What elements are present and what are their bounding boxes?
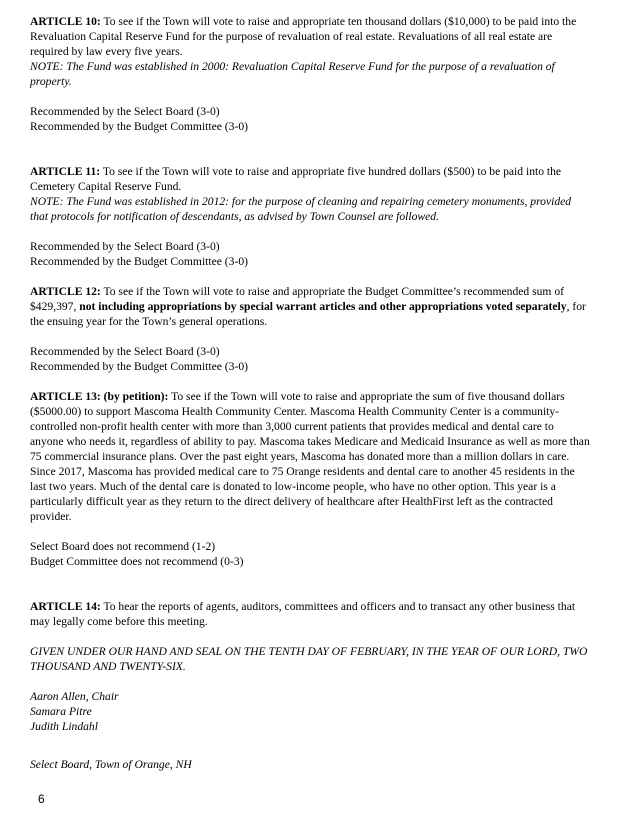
article-14-text	[30, 599, 590, 629]
article-12-bold: not including appropriations by special warrant articles and other appropriations voted separately	[79, 300, 567, 313]
article-10	[30, 14, 590, 134]
article-12-body-1: To see if the Town will vote to raise and appropriate the Budget Committee’s recommended sum of $429,397,	[30, 285, 564, 313]
article-14-label: ARTICLE 14:	[30, 600, 101, 613]
article-11-label: ARTICLE 11:	[30, 165, 101, 178]
article-11-body: To see if the Town will vote to raise and appropriate five hundred dollars ($500) to be paid into the Cemetery Capital Reserve Fund.	[30, 165, 562, 193]
signer-3: Judith Lindahl	[30, 720, 98, 733]
article-14	[30, 599, 590, 629]
article-13-text	[30, 389, 590, 524]
article-14-body: To hear the reports of agents, auditors, committees and officers and to transact any other business that may legally come before this meeting.	[30, 600, 576, 628]
signer-chair: Aaron Allen, Chair	[30, 690, 119, 703]
article-11-note: NOTE: The Fund was established in 2012: for the purpose of cleaning and repairing cemetery monuments, provided that protocols for notification of descendants, as advised by Town Counsel are followed.	[30, 195, 572, 223]
article-11-rec-budget-committee: Recommended by the Budget Committee (3-0)	[30, 255, 248, 268]
article-12-body-2: , for the ensuing year for the Town’s general operations.	[30, 300, 586, 328]
article-11-text	[30, 164, 590, 194]
article-12	[30, 284, 590, 374]
article-12-rec-select-board: Recommended by the Select Board (3-0)	[30, 345, 220, 358]
closing-statement: GIVEN UNDER OUR HAND AND SEAL ON THE TENTH DAY OF FEBRUARY, IN THE YEAR OF OUR LORD, TWO THOUSAND AND TWENTY-SIX.	[30, 645, 588, 673]
article-10-text	[30, 14, 590, 59]
article-11	[30, 164, 590, 269]
document-page	[30, 14, 590, 772]
article-12-label: ARTICLE 12:	[30, 285, 101, 298]
article-13-rec-select-board: Select Board does not recommend (1-2)	[30, 540, 216, 553]
article-12-rec-budget-committee: Recommended by the Budget Committee (3-0)	[30, 360, 248, 373]
article-13	[30, 389, 590, 569]
article-10-rec-select-board: Recommended by the Select Board (3-0)	[30, 105, 220, 118]
article-13-label: ARTICLE 13: (by petition):	[30, 390, 169, 403]
article-12-text	[30, 284, 590, 329]
article-13-rec-budget-committee: Budget Committee does not recommend (0-3)	[30, 555, 244, 568]
article-10-note: NOTE: The Fund was established in 2000: Revaluation Capital Reserve Fund for the purpose of a revaluation of property.	[30, 60, 555, 88]
article-10-body: To see if the Town will vote to raise and appropriate ten thousand dollars ($10,000) to be paid into the Revaluation Capital Reserve Fund for the purpose of revaluation of real estate. Revaluations of all real estate are required by law every five years.	[30, 15, 577, 58]
signature-block	[30, 689, 590, 772]
article-10-label: ARTICLE 10:	[30, 15, 101, 28]
article-10-rec-budget-committee: Recommended by the Budget Committee (3-0)	[30, 120, 248, 133]
board-name: Select Board, Town of Orange, NH	[30, 758, 192, 771]
signer-2: Samara Pitre	[30, 705, 92, 718]
article-11-rec-select-board: Recommended by the Select Board (3-0)	[30, 240, 220, 253]
page-number: 6	[38, 792, 45, 806]
article-13-body: To see if the Town will vote to raise and appropriate the sum of five thousand dollars ($5000.00) to support Mascoma Health Community Center. Mascoma Health Community Center is a community-controlled non-profit health center with more than 3,000 current patients that provides medical and dental care to anyone who needs it, regardless of ability to pay. Mascoma takes Medicare and Medicaid Insurance as well as more than 75 commercial insurance plans. Over the past eight years, Mascoma has donated more than a million dollars in care. Since 2017, Mascoma has provided medical care to 75 Orange residents and dental care to another 45 residents in the last two years. Much of the dental care is donated to low-income people, who have no other option. This year is a particularly difficult year as they return to the direct delivery of healthcare after HealthFirst left as the contracted provider.	[30, 390, 590, 523]
